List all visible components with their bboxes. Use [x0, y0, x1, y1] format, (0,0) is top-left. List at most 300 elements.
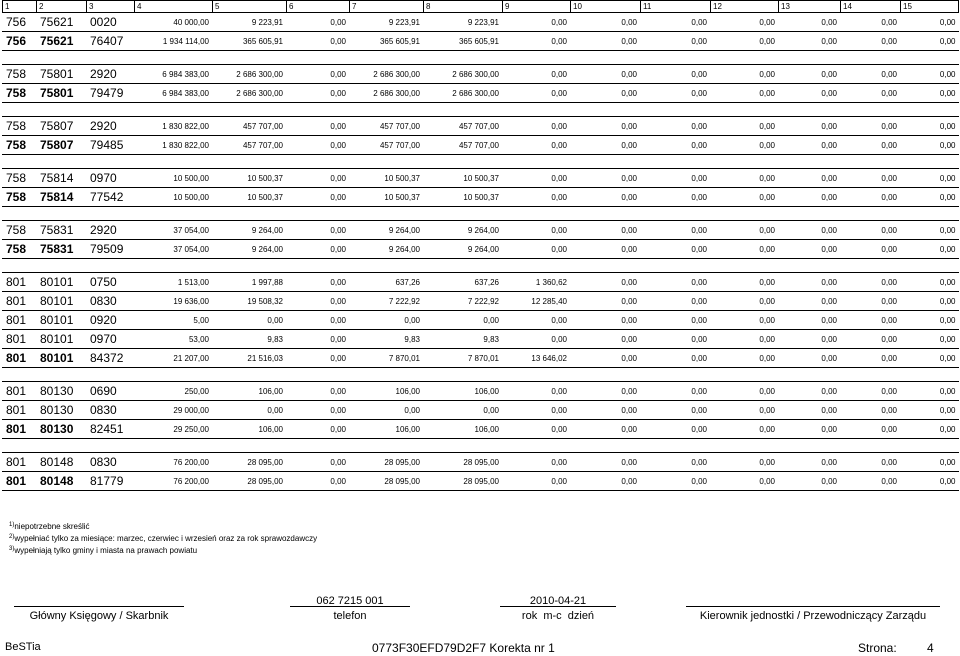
table-cell: 0,00: [711, 169, 779, 188]
table-cell: 0,00: [503, 453, 571, 472]
table-cell: 29 000,00: [135, 401, 213, 420]
footnote-mark: 3): [9, 546, 15, 552]
table-cell: 9 264,00: [350, 240, 424, 259]
table-row-subtotal: [3, 136, 959, 155]
table-cell: 0,00: [350, 401, 424, 420]
table-row: [3, 221, 959, 240]
table-cell: 0,00: [641, 240, 711, 259]
table-cell: 0,00: [901, 401, 959, 420]
table-cell: 0,00: [901, 221, 959, 240]
table-cell: 0,00: [779, 401, 841, 420]
table-cell: 0,00: [779, 472, 841, 491]
group-spacer-cell: [3, 439, 959, 453]
table-cell: 0,00: [571, 65, 641, 84]
table-cell: 106,00: [213, 420, 287, 439]
table-cell: 457 707,00: [350, 117, 424, 136]
table-cell: 0,00: [641, 65, 711, 84]
table-cell: 0,00: [641, 330, 711, 349]
table-cell: 75814: [37, 188, 87, 207]
table-cell: 0,00: [779, 349, 841, 368]
table-cell: 0,00: [503, 472, 571, 491]
table-cell: 9 223,91: [213, 13, 287, 32]
table-cell: 801: [3, 382, 37, 401]
table-cell: 0,00: [711, 330, 779, 349]
table-cell: 0,00: [711, 472, 779, 491]
table-cell: 0,00: [503, 169, 571, 188]
table-cell: 0,00: [711, 117, 779, 136]
table-cell: 365 605,91: [350, 32, 424, 51]
head-signature-line: [686, 606, 940, 607]
table-cell: 365 605,91: [424, 32, 503, 51]
table-cell: 0,00: [571, 32, 641, 51]
table-cell: 10 500,00: [135, 169, 213, 188]
table-cell: 0,00: [571, 117, 641, 136]
table-cell: 758: [3, 117, 37, 136]
table-cell: 0,00: [287, 292, 350, 311]
table-cell: 2920: [87, 65, 135, 84]
table-cell: 365 605,91: [213, 32, 287, 51]
table-row: [3, 453, 959, 472]
table-cell: 0,00: [287, 273, 350, 292]
table-cell: 106,00: [424, 382, 503, 401]
table-cell: 0,00: [571, 240, 641, 259]
table-cell: 0,00: [641, 382, 711, 401]
table-cell: 0,00: [901, 136, 959, 155]
table-cell: 0830: [87, 401, 135, 420]
table-cell: 0,00: [503, 330, 571, 349]
table-cell: 0,00: [779, 453, 841, 472]
table-cell: 0,00: [779, 13, 841, 32]
table-cell: 80101: [37, 292, 87, 311]
group-spacer-cell: [3, 155, 959, 169]
table-cell: 0,00: [841, 382, 901, 401]
table-cell: 2 686 300,00: [213, 84, 287, 103]
table-cell: 28 095,00: [424, 472, 503, 491]
table-cell: 75807: [37, 117, 87, 136]
column-number-9: 9: [503, 1, 571, 13]
table-cell: 0,00: [711, 401, 779, 420]
column-number-15: 15: [901, 1, 959, 13]
table-row: [3, 292, 959, 311]
table-cell: 0,00: [901, 382, 959, 401]
table-cell: 10 500,37: [424, 169, 503, 188]
table-cell: 0,00: [841, 188, 901, 207]
table-cell: 0,00: [841, 84, 901, 103]
table-cell: 0,00: [841, 330, 901, 349]
table-cell: 106,00: [424, 420, 503, 439]
table-cell: 0,00: [571, 292, 641, 311]
table-cell: 0,00: [841, 273, 901, 292]
table-cell: 1 830 822,00: [135, 136, 213, 155]
table-row: [3, 382, 959, 401]
table-row: [3, 273, 959, 292]
table-cell: 0,00: [841, 65, 901, 84]
table-cell: 0,00: [901, 311, 959, 330]
table-cell: 0,00: [841, 401, 901, 420]
table-cell: 80101: [37, 311, 87, 330]
table-cell: 0,00: [571, 84, 641, 103]
report-table: [2, 0, 959, 491]
table-cell: 0,00: [641, 117, 711, 136]
table-cell: 106,00: [350, 420, 424, 439]
table-cell: 76 200,00: [135, 453, 213, 472]
table-cell: 0,00: [350, 311, 424, 330]
table-cell: 0,00: [571, 273, 641, 292]
table-cell: 84372: [87, 349, 135, 368]
footnote-mark: 1): [9, 522, 15, 528]
phone-value: 062 7215 001: [316, 595, 384, 607]
table-row-subtotal: [3, 188, 959, 207]
column-number-5: 5: [213, 1, 287, 13]
table-row: [3, 13, 959, 32]
table-cell: 0,00: [503, 401, 571, 420]
table-cell: 0,00: [711, 240, 779, 259]
table-cell: 1 360,62: [503, 273, 571, 292]
report-table-body: [3, 1, 959, 491]
table-cell: 37 054,00: [135, 240, 213, 259]
table-cell: 9 223,91: [424, 13, 503, 32]
table-cell: 9,83: [424, 330, 503, 349]
table-cell: 7 870,01: [350, 349, 424, 368]
table-cell: 0,00: [641, 169, 711, 188]
table-cell: 0,00: [641, 349, 711, 368]
table-cell: 0,00: [571, 382, 641, 401]
table-cell: 76 200,00: [135, 472, 213, 491]
table-cell: 0,00: [641, 273, 711, 292]
table-cell: 12 285,40: [503, 292, 571, 311]
table-cell: 801: [3, 330, 37, 349]
table-cell: 0,00: [571, 136, 641, 155]
table-cell: 76407: [87, 32, 135, 51]
table-cell: 80148: [37, 453, 87, 472]
table-cell: 77542: [87, 188, 135, 207]
table-cell: 9 223,91: [350, 13, 424, 32]
table-cell: 0970: [87, 330, 135, 349]
table-cell: 10 500,37: [213, 188, 287, 207]
table-cell: 0020: [87, 13, 135, 32]
table-cell: 0,00: [841, 349, 901, 368]
table-cell: 0,00: [571, 169, 641, 188]
table-cell: 0,00: [779, 84, 841, 103]
table-cell: 0,00: [571, 330, 641, 349]
table-cell: 81779: [87, 472, 135, 491]
chief-accountant-signature-line: [14, 606, 184, 607]
group-spacer-cell: [3, 51, 959, 65]
table-cell: 0,00: [901, 84, 959, 103]
table-cell: 0,00: [711, 311, 779, 330]
table-cell: 0,00: [841, 420, 901, 439]
chief-accountant-label: Główny Księgowy / Skarbnik: [29, 610, 169, 622]
table-cell: 1 830 822,00: [135, 117, 213, 136]
table-cell: 0,00: [287, 401, 350, 420]
table-cell: 0690: [87, 382, 135, 401]
table-cell: 801: [3, 453, 37, 472]
phone-line: [290, 606, 410, 607]
app-name: BeSTia: [5, 641, 41, 653]
table-cell: 80148: [37, 472, 87, 491]
table-cell: 9 264,00: [424, 240, 503, 259]
table-cell: 801: [3, 401, 37, 420]
table-cell: 75807: [37, 136, 87, 155]
table-cell: 28 095,00: [350, 472, 424, 491]
group-spacer: [3, 207, 959, 221]
table-cell: 0,00: [711, 382, 779, 401]
table-cell: 801: [3, 349, 37, 368]
table-cell: 801: [3, 311, 37, 330]
table-cell: 457 707,00: [213, 136, 287, 155]
table-cell: 75831: [37, 221, 87, 240]
table-cell: 0,00: [641, 401, 711, 420]
table-cell: 75801: [37, 65, 87, 84]
table-cell: 0,00: [779, 32, 841, 51]
column-number-12: 12: [711, 1, 779, 13]
table-cell: 0,00: [779, 65, 841, 84]
table-cell: 75621: [37, 13, 87, 32]
table-cell: 0,00: [779, 273, 841, 292]
table-cell: 0,00: [711, 32, 779, 51]
table-cell: 0,00: [287, 349, 350, 368]
table-cell: 0,00: [287, 13, 350, 32]
table-cell: 0,00: [711, 188, 779, 207]
group-spacer: [3, 103, 959, 117]
table-cell: 0,00: [711, 453, 779, 472]
table-cell: 0,00: [571, 13, 641, 32]
table-cell: 0,00: [841, 472, 901, 491]
group-spacer-cell: [3, 207, 959, 221]
table-cell: 106,00: [213, 382, 287, 401]
table-cell: 1 997,88: [213, 273, 287, 292]
table-cell: 5,00: [135, 311, 213, 330]
table-cell: 1 513,00: [135, 273, 213, 292]
table-row-subtotal: [3, 32, 959, 51]
table-cell: 758: [3, 169, 37, 188]
table-cell: 0,00: [901, 273, 959, 292]
table-row: [3, 169, 959, 188]
table-cell: 0,00: [287, 330, 350, 349]
group-spacer-cell: [3, 368, 959, 382]
table-cell: 10 500,00: [135, 188, 213, 207]
table-cell: 28 095,00: [213, 472, 287, 491]
table-cell: 0,00: [641, 453, 711, 472]
table-cell: 0,00: [503, 382, 571, 401]
page-number: 4: [927, 641, 934, 655]
table-cell: 29 250,00: [135, 420, 213, 439]
table-cell: 0,00: [503, 240, 571, 259]
table-cell: 28 095,00: [350, 453, 424, 472]
table-cell: 9 264,00: [213, 240, 287, 259]
table-cell: 53,00: [135, 330, 213, 349]
table-cell: 79485: [87, 136, 135, 155]
footnote-1: [9, 520, 317, 532]
table-cell: 0,00: [287, 382, 350, 401]
table-cell: 19 508,32: [213, 292, 287, 311]
table-row: [3, 311, 959, 330]
table-cell: 0,00: [779, 292, 841, 311]
table-cell: 0,00: [711, 84, 779, 103]
table-cell: 0830: [87, 292, 135, 311]
table-cell: 0,00: [287, 84, 350, 103]
table-cell: 0,00: [213, 401, 287, 420]
date-line: [500, 606, 616, 607]
table-row-subtotal: [3, 349, 959, 368]
table-cell: 0,00: [287, 221, 350, 240]
table-cell: 0,00: [841, 13, 901, 32]
table-cell: 2 686 300,00: [213, 65, 287, 84]
table-cell: 19 636,00: [135, 292, 213, 311]
table-cell: 0,00: [779, 221, 841, 240]
table-cell: 0,00: [711, 136, 779, 155]
table-cell: 6 984 383,00: [135, 65, 213, 84]
table-cell: 2920: [87, 117, 135, 136]
table-cell: 801: [3, 273, 37, 292]
table-cell: 0,00: [503, 188, 571, 207]
table-cell: 0,00: [901, 65, 959, 84]
table-cell: 40 000,00: [135, 13, 213, 32]
table-cell: 0,00: [901, 472, 959, 491]
table-cell: 0,00: [841, 169, 901, 188]
column-number-4: 4: [135, 1, 213, 13]
table-cell: 637,26: [350, 273, 424, 292]
footnote-3: [9, 544, 317, 556]
table-cell: 0,00: [901, 13, 959, 32]
table-cell: 82451: [87, 420, 135, 439]
table-cell: 758: [3, 136, 37, 155]
table-cell: 80101: [37, 330, 87, 349]
table-cell: 0,00: [503, 221, 571, 240]
table-cell: 0,00: [901, 117, 959, 136]
table-cell: 0,00: [287, 240, 350, 259]
table-cell: 0830: [87, 453, 135, 472]
table-cell: 250,00: [135, 382, 213, 401]
table-cell: 9 264,00: [213, 221, 287, 240]
table-row: [3, 65, 959, 84]
table-cell: 0,00: [287, 311, 350, 330]
table-cell: 0,00: [571, 401, 641, 420]
table-cell: 80101: [37, 349, 87, 368]
table-cell: 28 095,00: [424, 453, 503, 472]
group-spacer: [3, 155, 959, 169]
table-cell: 80101: [37, 273, 87, 292]
column-number-8: 8: [424, 1, 503, 13]
table-cell: 0,00: [503, 65, 571, 84]
table-row: [3, 330, 959, 349]
column-number-14: 14: [841, 1, 901, 13]
table-cell: 75621: [37, 32, 87, 51]
table-cell: 2 686 300,00: [350, 65, 424, 84]
table-cell: 28 095,00: [213, 453, 287, 472]
table-cell: 0,00: [841, 221, 901, 240]
footnote-2: [9, 532, 317, 544]
column-number-3: 3: [87, 1, 135, 13]
table-cell: 0,00: [287, 420, 350, 439]
table-cell: 0,00: [841, 311, 901, 330]
table-cell: 0,00: [287, 117, 350, 136]
group-spacer: [3, 368, 959, 382]
table-cell: 758: [3, 188, 37, 207]
column-number-7: 7: [350, 1, 424, 13]
table-cell: 0,00: [901, 420, 959, 439]
table-cell: 9 264,00: [424, 221, 503, 240]
table-cell: 7 222,92: [424, 292, 503, 311]
group-spacer: [3, 259, 959, 273]
table-cell: 0,00: [571, 420, 641, 439]
table-cell: 1 934 114,00: [135, 32, 213, 51]
table-cell: 0,00: [711, 292, 779, 311]
table-cell: 0,00: [711, 273, 779, 292]
column-number-1: 1: [3, 1, 37, 13]
table-cell: 0,00: [779, 169, 841, 188]
column-number-11: 11: [641, 1, 711, 13]
table-cell: 801: [3, 292, 37, 311]
table-cell: 0,00: [779, 117, 841, 136]
group-spacer-cell: [3, 103, 959, 117]
table-cell: 0,00: [641, 188, 711, 207]
table-cell: 0,00: [901, 349, 959, 368]
table-cell: 6 984 383,00: [135, 84, 213, 103]
table-cell: 0,00: [711, 13, 779, 32]
column-number-2: 2: [37, 1, 87, 13]
group-spacer: [3, 439, 959, 453]
table-cell: 0,00: [287, 188, 350, 207]
column-number-10: 10: [571, 1, 641, 13]
table-cell: 0,00: [571, 188, 641, 207]
table-cell: 10 500,37: [350, 169, 424, 188]
table-cell: 0,00: [641, 420, 711, 439]
table-cell: 0,00: [901, 330, 959, 349]
table-cell: 0,00: [841, 453, 901, 472]
table-cell: 0,00: [711, 65, 779, 84]
table-cell: 2 686 300,00: [424, 65, 503, 84]
table-cell: 0,00: [901, 188, 959, 207]
table-cell: 0,00: [641, 136, 711, 155]
table-cell: 0,00: [571, 453, 641, 472]
table-cell: 0,00: [779, 136, 841, 155]
table-cell: 2 686 300,00: [424, 84, 503, 103]
table-row: [3, 401, 959, 420]
date-label: rok m-c dzień: [521, 610, 595, 622]
table-cell: 0,00: [641, 84, 711, 103]
column-number-header-row: [3, 1, 959, 13]
table-cell: 0,00: [571, 349, 641, 368]
table-cell: 0,00: [711, 420, 779, 439]
table-cell: 80130: [37, 382, 87, 401]
table-row-subtotal: [3, 472, 959, 491]
table-cell: 21 516,03: [213, 349, 287, 368]
group-spacer-cell: [3, 259, 959, 273]
table-cell: 801: [3, 420, 37, 439]
document-code: 0773F30EFD79D2F7 Korekta nr 1: [372, 641, 555, 655]
table-cell: 0,00: [641, 472, 711, 491]
table-cell: 0,00: [287, 65, 350, 84]
table-cell: 79479: [87, 84, 135, 103]
table-cell: 0,00: [503, 32, 571, 51]
table-cell: 0,00: [571, 472, 641, 491]
table-cell: 0,00: [503, 84, 571, 103]
footnote-text: wypełniają tylko gminy i miasta na prawach powiatu: [14, 546, 198, 555]
table-cell: 0,00: [901, 169, 959, 188]
table-cell: 0,00: [841, 117, 901, 136]
head-label: Kierownik jednostki / Przewodniczący Zarządu: [699, 610, 927, 622]
table-cell: 106,00: [350, 382, 424, 401]
table-cell: 0,00: [841, 32, 901, 51]
table-cell: 13 646,02: [503, 349, 571, 368]
table-cell: 7 870,01: [424, 349, 503, 368]
table-row-subtotal: [3, 420, 959, 439]
table-row: [3, 117, 959, 136]
table-cell: 0,00: [779, 382, 841, 401]
table-cell: 0,00: [711, 349, 779, 368]
table-cell: 801: [3, 472, 37, 491]
